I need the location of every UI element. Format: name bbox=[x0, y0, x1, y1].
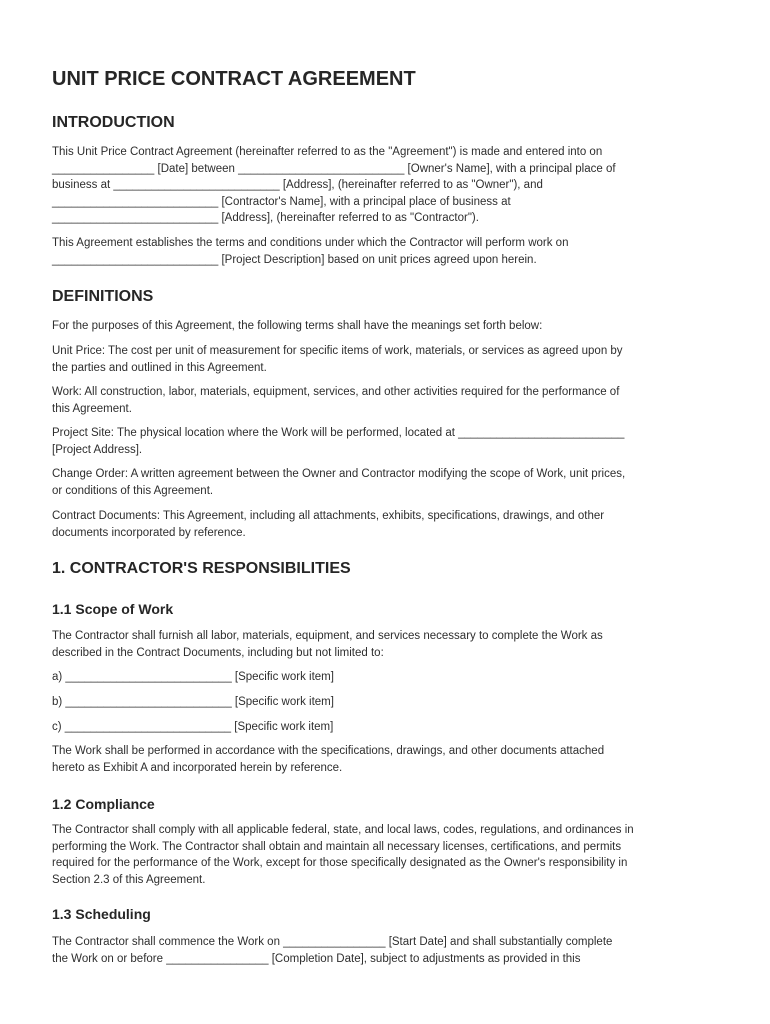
text-line: ________________ [Date] between __________________________ [Owner's Name], with a principal place of bbox=[52, 162, 616, 175]
text-line: This Unit Price Contract Agreement (hereinafter referred to as the "Agreement") is made and entered into on bbox=[52, 146, 603, 158]
text-line: Project Site: The physical location where the Work will be performed, located at __________________________ bbox=[52, 427, 625, 439]
text-line: The Contractor shall commence the Work on ________________ [Start Date] and shall substantially complete bbox=[52, 936, 613, 948]
introduction-paragraph-1 bbox=[52, 144, 616, 227]
text-line: __________________________ [Contractor's Name], with a principal place of business at bbox=[52, 195, 511, 208]
work-item-a bbox=[52, 669, 334, 686]
definition-change-order bbox=[52, 466, 625, 499]
text-line: the Work on or before ________________ [Completion Date], subject to adjustments as provided in this bbox=[52, 952, 581, 965]
text-line: or conditions of this Agreement. bbox=[52, 484, 214, 497]
definition-project-site bbox=[52, 425, 624, 458]
text-line: business at __________________________ [Address], (hereinafter referred to as "Owner"), and bbox=[52, 179, 543, 191]
document-title: UNIT PRICE CONTRACT AGREEMENT bbox=[52, 68, 416, 90]
text-line: performing the Work. The Contractor shall obtain and maintain all necessary licenses, certifications, and permits bbox=[52, 840, 622, 853]
scope-of-work-paragraph-2 bbox=[52, 743, 604, 776]
text-line: documents incorporated by reference. bbox=[52, 526, 246, 539]
text-line: __________________________ [Project Description] based on unit prices agreed upon herein. bbox=[52, 253, 537, 266]
text-line: Work: All construction, labor, materials, equipment, services, and other activities required for the performance of bbox=[52, 386, 620, 398]
text-line: a) __________________________ [Specific work item] bbox=[52, 671, 334, 683]
text-line: described in the Contract Documents, including but not limited to: bbox=[52, 646, 384, 659]
text-line: Change Order: A written agreement between the Owner and Contractor modifying the scope of Work, unit prices, bbox=[52, 468, 626, 480]
text-line: Section 2.3 of this Agreement. bbox=[52, 873, 206, 886]
text-line: The Work shall be performed in accordance with the specifications, drawings, and other documents attached bbox=[52, 745, 605, 757]
text-line: [Project Address]. bbox=[52, 443, 143, 456]
text-line: Contract Documents: This Agreement, including all attachments, exhibits, specifications, drawings, and other bbox=[52, 510, 605, 522]
text-line: The Contractor shall furnish all labor, materials, equipment, and services necessary to complete the Work as bbox=[52, 630, 603, 642]
scope-of-work-paragraph bbox=[52, 628, 603, 661]
definition-work bbox=[52, 384, 619, 417]
text-line: Unit Price: The cost per unit of measurement for specific items of work, materials, or services as agreed upon by bbox=[52, 345, 623, 357]
text-line: For the purposes of this Agreement, the following terms shall have the meanings set forth below: bbox=[52, 320, 543, 332]
section-1-3-heading: 1.3 Scheduling bbox=[52, 906, 151, 922]
definitions-intro bbox=[52, 318, 542, 335]
introduction-paragraph-2 bbox=[52, 235, 568, 268]
text-line: the parties and outlined in this Agreement. bbox=[52, 361, 267, 374]
section-1-1-heading: 1.1 Scope of Work bbox=[52, 601, 174, 617]
text-line: hereto as Exhibit A and incorporated herein by reference. bbox=[52, 761, 343, 774]
definitions-heading: DEFINITIONS bbox=[52, 288, 154, 305]
section-1-heading: 1. CONTRACTOR'S RESPONSIBILITIES bbox=[52, 560, 351, 577]
text-line: This Agreement establishes the terms and conditions under which the Contractor will perform work on bbox=[52, 237, 569, 249]
text-line: c) __________________________ [Specific work item] bbox=[52, 721, 334, 733]
introduction-heading: INTRODUCTION bbox=[52, 114, 175, 131]
work-item-c bbox=[52, 719, 333, 736]
text-line: The Contractor shall comply with all applicable federal, state, and local laws, codes, regulations, and ordinances in bbox=[52, 824, 634, 836]
text-line: __________________________ [Address], (hereinafter referred to as "Contractor"). bbox=[52, 212, 479, 224]
text-line: required for the performance of the Work, except for those specifically designated as the Owner's responsibility in bbox=[52, 857, 628, 869]
compliance-paragraph bbox=[52, 822, 634, 888]
text-line: this Agreement. bbox=[52, 402, 132, 415]
scheduling-paragraph bbox=[52, 934, 612, 967]
text-line: b) __________________________ [Specific work item] bbox=[52, 696, 334, 708]
definition-contract-documents bbox=[52, 508, 604, 541]
section-1-2-heading: 1.2 Compliance bbox=[52, 796, 155, 812]
work-item-b bbox=[52, 694, 334, 711]
definition-unit-price bbox=[52, 343, 623, 376]
